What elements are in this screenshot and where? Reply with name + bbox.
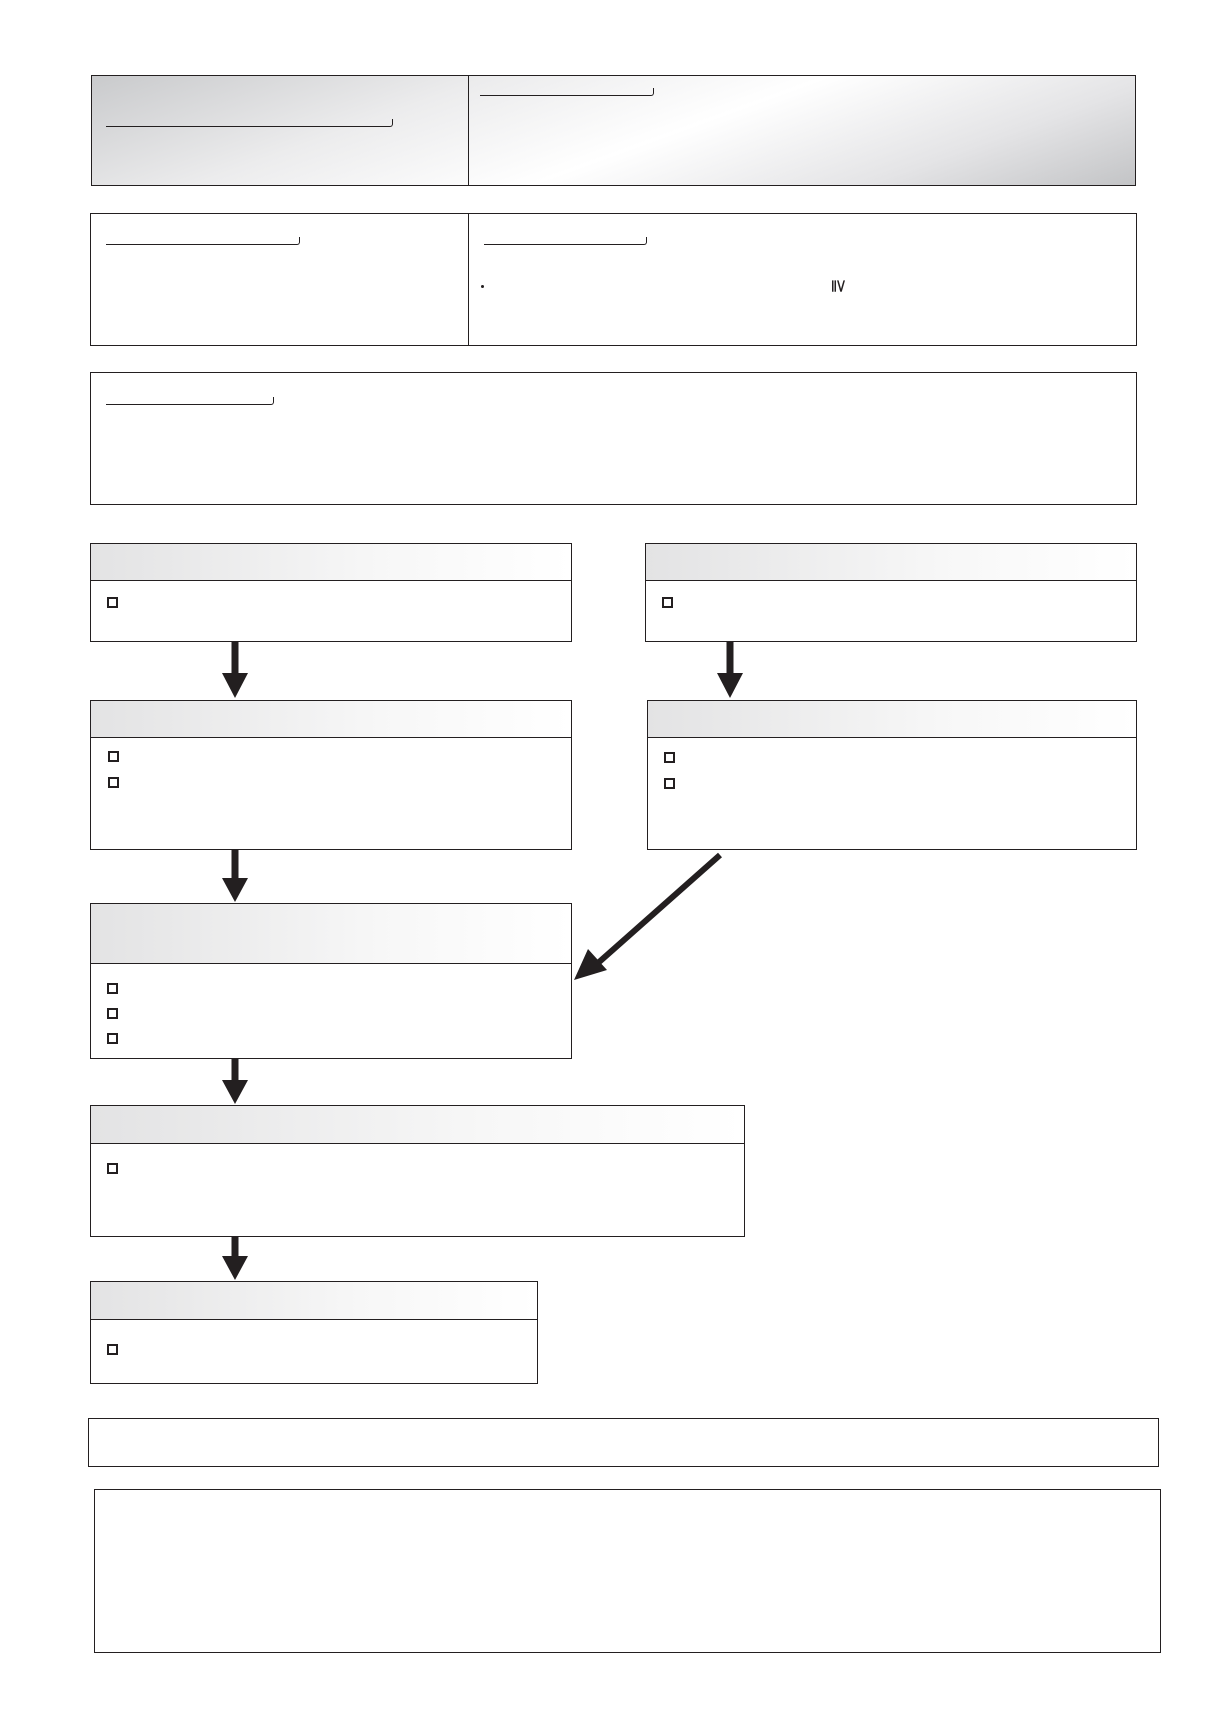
- arrow-down: [222, 1237, 248, 1280]
- arrow-down: [222, 1059, 248, 1104]
- arrow-down: [222, 642, 248, 698]
- arrow-diagonal: [574, 855, 720, 980]
- arrow-down: [717, 642, 743, 698]
- arrow-down: [222, 850, 248, 902]
- greater-equal-symbol: ≧: [829, 278, 850, 294]
